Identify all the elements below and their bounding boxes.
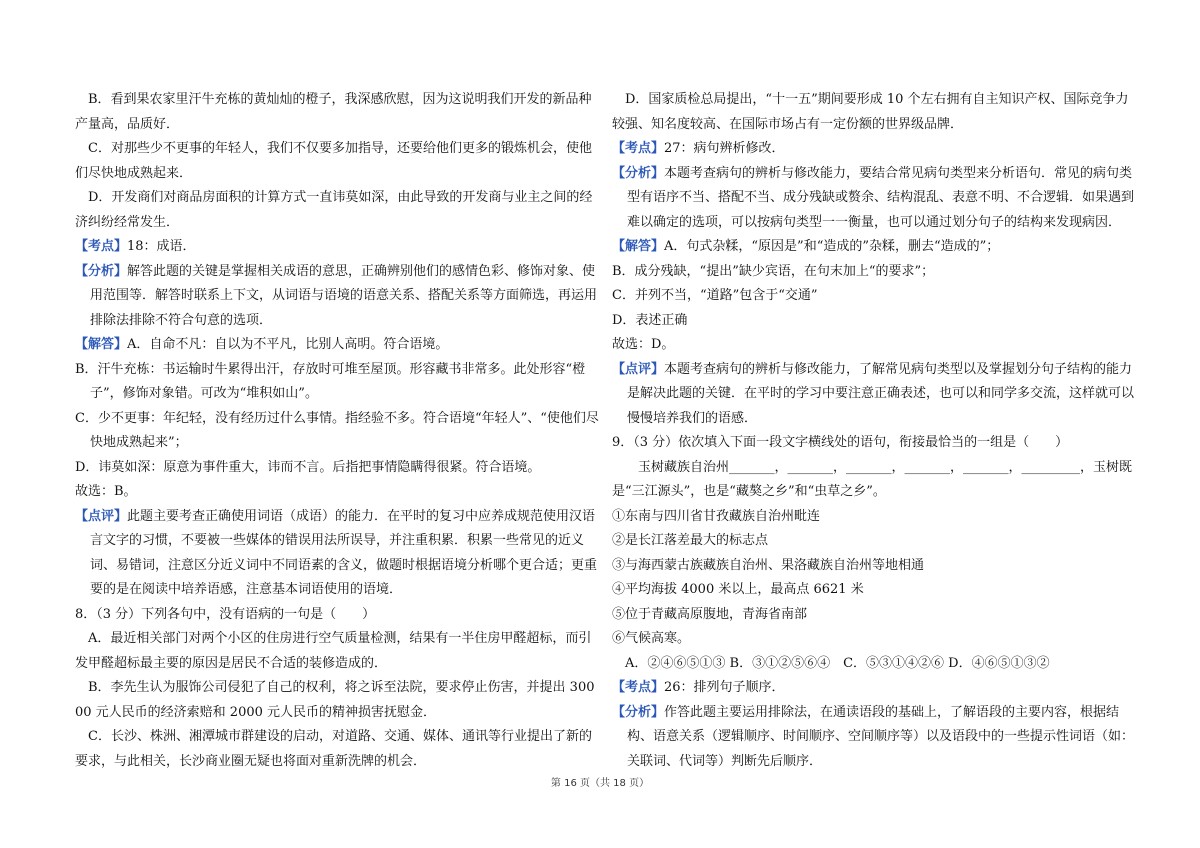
kaodian-text: 26：排列句子顺序． [664, 680, 785, 695]
option-d: D．开发商们对商品房面积的计算方式一直讳莫如深，由此导致的开发商与业主之间的经济纠纷经常发生． [75, 190, 593, 230]
jieda-d: D．表述正确 [612, 312, 688, 328]
right-column [612, 88, 1137, 774]
kaodian-label: 【考点】 [612, 141, 665, 156]
sentence-5: ⑤位于青藏高原腹地，青海省南部 [612, 606, 808, 622]
sentence-4: ④平均海拔 4000 米以上，最高点 6621 米 [612, 582, 864, 597]
kaodian [75, 235, 600, 260]
jieda [75, 333, 600, 358]
jieda [612, 235, 1137, 260]
dianping-label: 【点评】 [612, 361, 665, 377]
jieda-a: A．句式杂糅，“原因是”和“造成的”杂糅，删去“造成的”； [664, 239, 1000, 254]
fenxi-2 [612, 701, 1137, 775]
kaodian-text: 18：成语． [127, 239, 196, 254]
fenxi-label: 【分析】 [75, 263, 128, 279]
sentence-2: ②是长江落差最大的标志点 [612, 533, 769, 548]
question-8: 8．（3 分）下列各句中，没有语病的一句是（ ） [75, 606, 376, 622]
question-9: 9．（3 分）依次填入下面一段文字横线处的语句，衔接最恰当的一组是（ ） [612, 435, 1069, 450]
jieda-label: 【解答】 [612, 239, 665, 254]
q9-options: A．②④⑥⑤①③ B．③①②⑤⑥④ C．⑤③①④②⑥ D．④⑥⑤①③② [625, 655, 1050, 671]
kaodian-label: 【考点】 [75, 239, 128, 254]
page-footer: 第 16 页（共 18 页） [550, 778, 650, 789]
kaodian [612, 137, 1137, 162]
fenxi-label: 【分析】 [612, 704, 665, 720]
fenxi-text: 作答此题主要运用排除法，在通读语段的基础上，了解语段的主要内容，根据结构、语意关系（逻辑顺序、时间顺序、空间顺序等）以及语段中的一些提示性词语（如：关联词、代词等）判断先后顺序． [627, 704, 1135, 769]
jieda-c: C．少不更事：年纪轻，没有经历过什么事情。指经验不多。符合语境“年轻人”、“使他们尽快地成熟起来”； [75, 410, 599, 450]
q9-passage: 玉树藏族自治州_______，_______，_______，_______，_______，_________，玉树既是“三江源头”，也是“藏獒之乡”和“虫草之乡”。 [612, 459, 1133, 499]
dianping-text: 此题主要考查正确使用词语（成语）的能力．在平时的复习中应养成规范使用汉语言文字的习惯，不要被一些媒体的错误用法所误导，并注重积累．积累一些常见的近义词、易错词，注意区分近义词中不同语素的含义，做题时根据语境分析哪个更合适；更重要的是在阅读中培养语感，注意基本词语使用的语境． [90, 508, 598, 597]
left-column [75, 88, 600, 774]
jieda-c: C．并列不当，“道路”包含于“交通” [612, 288, 818, 303]
sentence-3: ③与海西蒙古族藏族自治州、果洛藏族自治州等地相通 [612, 557, 925, 573]
q8-option-b: B．李先生认为服饰公司侵犯了自己的权利，将之诉至法院，要求停止伤害，并提出 30000 元人民币的经济索赔和 2000 元人民币的精神损害抚慰金． [75, 680, 595, 720]
fenxi-text: 解答此题的关键是掌握相关成语的意思，正确辨别他们的感情色彩、修饰对象、使用范围等．解答时联系上下文，从词语与语境的语意关系、搭配关系等方面筛选，再运用排除法排除不符合句意的选项． [90, 263, 598, 328]
jieda-label: 【解答】 [75, 337, 128, 352]
dianping [75, 505, 600, 603]
fenxi-label: 【分析】 [612, 165, 665, 181]
q8-option-d: D．国家质检总局提出，“十一五”期间要形成 10 个左右拥有自主知识产权、国际竞争力较强、知名度较高、在国际市场占有一定份额的世界级品牌． [612, 92, 1129, 132]
sentence-6: ⑥气候高寒。 [612, 631, 691, 646]
option-b: B．看到果农家里汗牛充栋的黄灿灿的橙子，我深感欣慰，因为这说明我们开发的新品种产量高，品质好． [75, 92, 592, 132]
sentence-1: ①东南与四川省甘孜藏族自治州毗连 [612, 508, 821, 524]
jieda-b: B．成分残缺，“提出”缺少宾语，在句末加上“的要求”； [612, 263, 935, 279]
option-c: C．对那些少不更事的年轻人，我们不仅要多加指导，还要给他们更多的锻炼机会，使他们尽快地成熟起来． [75, 141, 592, 181]
q8-option-a: A．最近相关部门对两个小区的住房进行空气质量检测，结果有一半住房甲醛超标，而引发甲醛超标最主要的原因是居民不合适的装修造成的． [75, 631, 592, 671]
answer: 故选：B。 [75, 484, 137, 499]
dianping [612, 358, 1137, 432]
dianping-text: 本题考查病句的辨析与修改能力，了解常见病句类型以及掌握划分句子结构的能力是解决此题的关键．在平时的学习中要注意正确表述，也可以和同学多交流，这样就可以慢慢培养我们的语感． [627, 361, 1135, 426]
fenxi [612, 162, 1137, 236]
jieda-d: D．讳莫如深：原意为事件重大，讳而不言。后指把事情隐瞒得很紧。符合语境。 [75, 459, 541, 475]
kaodian-text: 27：病句辨析修改． [664, 141, 785, 156]
jieda-a: A．自命不凡：自以为不平凡，比别人高明。符合语境。 [127, 337, 449, 352]
answer: 故选：D。 [612, 337, 675, 352]
fenxi [75, 260, 600, 334]
jieda-b: B．汗牛充栋：书运输时牛累得出汗，存放时可堆至屋顶。形容藏书非常多。此处形容“橙子”，修饰对象错。可改为“堆积如山”。 [75, 361, 586, 401]
q8-option-c: C．长沙、株洲、湘潭城市群建设的启动，对道路、交通、媒体、通讯等行业提出了新的要求，与此相关，长沙商业圈无疑也将面对重新洗牌的机会． [75, 729, 592, 769]
kaodian-2 [612, 676, 1137, 701]
dianping-label: 【点评】 [75, 508, 128, 524]
kaodian-label: 【考点】 [612, 680, 665, 695]
fenxi-text: 本题考查病句的辨析与修改能力，要结合常见病句类型来分析语句．常见的病句类型有语序不当、搭配不当、成分残缺或赘余、结构混乱、表意不明、不合逻辑．如果遇到难以确定的选项，可以按病句类型一一衡量，也可以通过划分句子的结构来发现病因． [627, 165, 1135, 230]
